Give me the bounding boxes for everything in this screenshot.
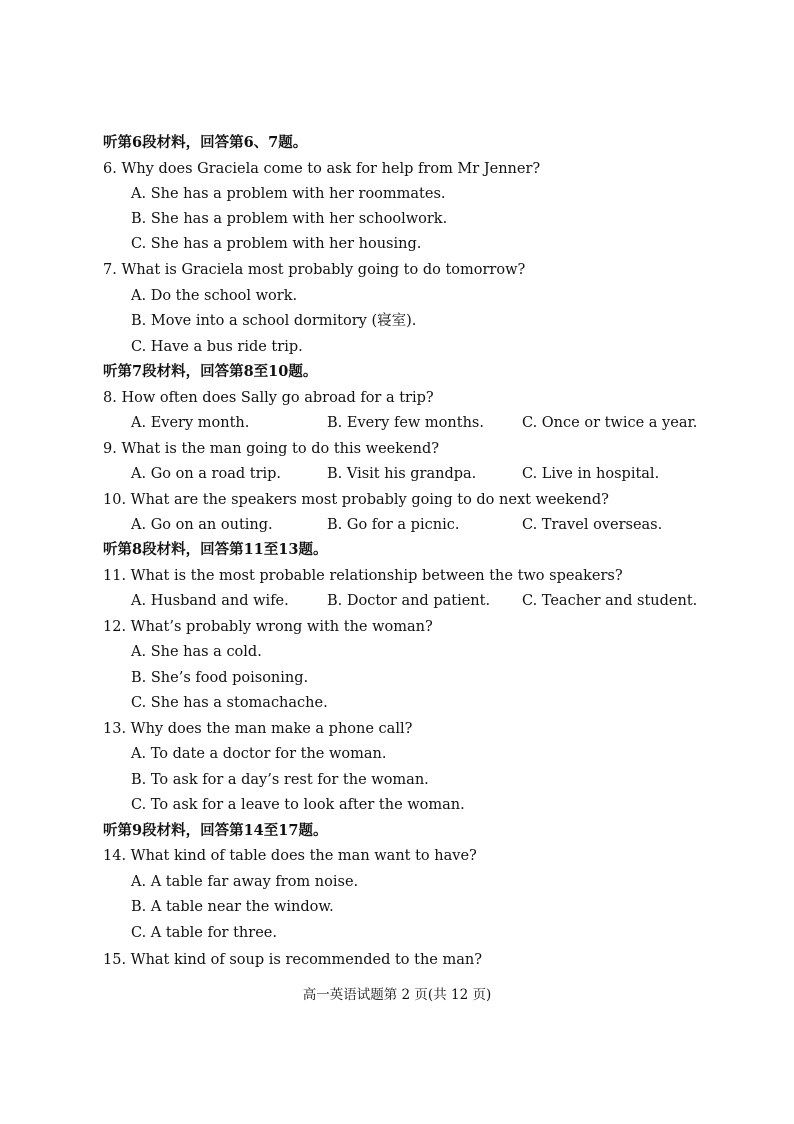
question-11-option-a: A. Husband and wife. xyxy=(131,593,289,609)
question-9-option-b: B. Visit his grandpa. xyxy=(327,466,477,482)
question-12-option-b: B. She’s food poisoning. xyxy=(131,670,309,686)
question-13-option-a: A. To date a doctor for the woman. xyxy=(131,746,387,762)
question-10-option-a: A. Go on an outing. xyxy=(131,517,273,533)
page-footer: 高一英语试题第 2 页(共 12 页) xyxy=(302,987,492,1003)
question-8-option-b: B. Every few months. xyxy=(327,415,484,431)
question-10-option-b: B. Go for a picnic. xyxy=(327,517,460,533)
question-6-option-a: A. She has a problem with her roommates. xyxy=(131,186,446,202)
question-12-stem: 12. What’s probably wrong with the woman? xyxy=(103,619,433,635)
question-11-option-c: C. Teacher and student. xyxy=(522,593,698,609)
question-9-option-c: C. Live in hospital. xyxy=(522,466,660,482)
question-13-option-c: C. To ask for a leave to look after the woman. xyxy=(131,797,465,813)
section-heading-6: 听第6段材料，回答第6、7题。 xyxy=(103,134,308,151)
section-heading-8: 听第8段材料，回答第11至13题。 xyxy=(103,541,328,558)
question-11-option-b: B. Doctor and patient. xyxy=(327,593,491,609)
question-9-option-a: A. Go on a road trip. xyxy=(131,466,282,482)
question-13-option-b: B. To ask for a day’s rest for the woman. xyxy=(131,772,429,788)
question-15-stem: 15. What kind of soup is recommended to the man? xyxy=(103,952,483,968)
section-heading-9: 听第9段材料，回答第14至17题。 xyxy=(103,822,328,839)
question-8-stem: 8. How often does Sally go abroad for a trip? xyxy=(103,390,434,406)
question-14-option-c: C. A table for three. xyxy=(131,925,277,941)
question-7-option-c: C. Have a bus ride trip. xyxy=(131,339,303,355)
question-14-option-b: B. A table near the window. xyxy=(131,899,334,915)
question-14-stem: 14. What kind of table does the man want to have? xyxy=(103,848,477,864)
question-12-option-a: A. She has a cold. xyxy=(131,644,262,660)
question-6-stem: 6. Why does Graciela come to ask for help from Mr Jenner? xyxy=(103,161,541,177)
question-7-stem: 7. What is Graciela most probably going to do tomorrow? xyxy=(103,262,526,278)
question-6-option-c: C. She has a problem with her housing. xyxy=(131,236,422,252)
question-12-option-c: C. She has a stomachache. xyxy=(131,695,328,711)
question-8-option-a: A. Every month. xyxy=(131,415,250,431)
question-8-option-c: C. Once or twice a year. xyxy=(522,415,698,431)
question-7-option-b: B. Move into a school dormitory (寝室). xyxy=(131,313,417,329)
question-10-stem: 10. What are the speakers most probably going to do next weekend? xyxy=(103,492,609,508)
question-9-stem: 9. What is the man going to do this weekend? xyxy=(103,441,440,457)
question-7-option-a: A. Do the school work. xyxy=(131,288,298,304)
question-14-option-a: A. A table far away from noise. xyxy=(131,874,359,890)
question-6-option-b: B. She has a problem with her schoolwork. xyxy=(131,211,448,227)
question-11-stem: 11. What is the most probable relationship between the two speakers? xyxy=(103,568,623,584)
question-13-stem: 13. Why does the man make a phone call? xyxy=(103,721,413,737)
question-10-option-c: C. Travel overseas. xyxy=(522,517,663,533)
section-heading-7: 听第7段材料，回答第8至10题。 xyxy=(103,363,318,380)
